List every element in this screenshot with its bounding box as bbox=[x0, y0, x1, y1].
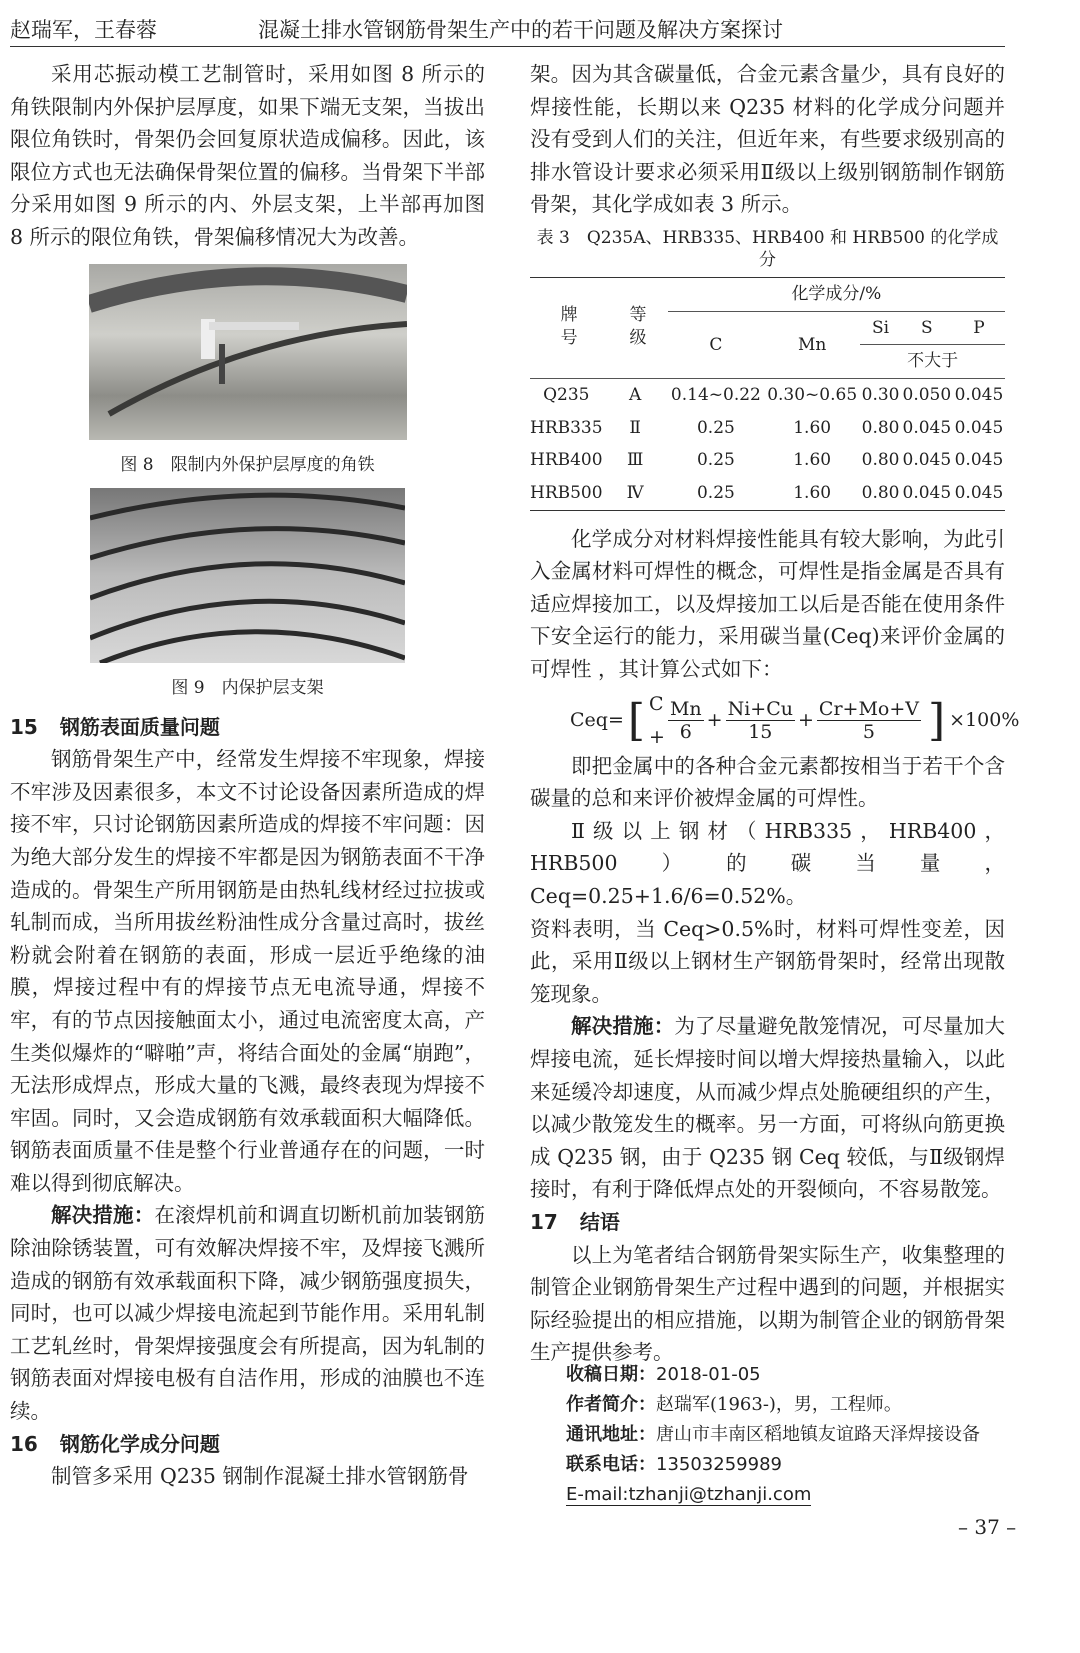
figure-8-graphic bbox=[89, 264, 407, 440]
header-max: 不大于 bbox=[860, 345, 1005, 379]
header-title: 混凝土排水管钢筋骨架生产中的若干问题及解决方案探讨 bbox=[258, 18, 783, 42]
email-link[interactable]: E-mail:tzhanji@tzhanji.com bbox=[566, 1484, 812, 1505]
paragraph: 采用芯振动模工艺制管时，采用如图 8 所示的角铁限制内外保护层厚度，如果下端无支架，当拔出限位角铁时，骨架仍会回复原状造成偏移。因此，该限位方式也无法确保骨架位置的偏移。当骨架下半部分采用如图 9 所示的内、外层支架，上半部再加图 8 所示的限位角铁，骨架偏移情况大为改善。 bbox=[10, 62, 485, 249]
paragraph bbox=[10, 1199, 485, 1427]
article-info bbox=[566, 1360, 980, 1510]
ceq-formula bbox=[570, 693, 1020, 748]
table-cell: 0.30 bbox=[861, 385, 900, 405]
table-cell: 0.045 bbox=[954, 417, 1004, 438]
figure-9-caption: 图 9 内保护层支架 bbox=[171, 677, 324, 698]
chemical-composition-table bbox=[530, 277, 1005, 511]
table-cell: 0.14~0.22 bbox=[670, 385, 761, 406]
table-cell: 0.045 bbox=[954, 483, 1004, 504]
table-cell: 0.045 bbox=[954, 385, 1004, 405]
denominator: 15 bbox=[748, 721, 773, 744]
section-17-heading bbox=[530, 1206, 1005, 1239]
paragraph: 钢筋骨架生产中，经常发生焊接不牢现象，焊接不牢涉及因素很多，本文不讨论设备因素所造成的焊接不牢，只讨论钢筋因素所造成的焊接不牢问题：因为绝大部分发生的焊接不牢都是因为钢筋表面不干净造成的。骨架生产所用钢筋是由热轧线材经过拉拔或轧制而成，当所用拔丝粉油性成分含量过高时，拔丝粉就会附着在钢筋的表面，形成一层近乎绝缘的油膜，焊接过程中有的焊接节点无电流导通，焊接不牢，有的节点因接触面太小，通过电流密度太高，产生类似爆炸的“噼啪”声，将结合面处的金属“崩跑”，无法形成焊点，形成大量的飞溅，最终表现为焊接不牢固。同时，又会造成钢筋有效承载面积大幅降低。钢筋表面质量不佳是整个行业普通存在的问题，一时难以得到彻底解决。 bbox=[10, 747, 485, 1195]
section-title: 钢筋化学成分问题 bbox=[59, 1431, 220, 1456]
table-cell: HRB500 bbox=[530, 483, 603, 504]
plus: + bbox=[798, 709, 814, 732]
solution-label: 解决措施： bbox=[51, 1203, 155, 1228]
figure-8-photo bbox=[89, 264, 407, 440]
received-label: 收稿日期： bbox=[566, 1364, 656, 1385]
table-cell: Ⅳ bbox=[626, 483, 644, 504]
header-s: S bbox=[901, 311, 953, 345]
address-label: 通讯地址： bbox=[566, 1424, 656, 1445]
author-label: 作者简介： bbox=[566, 1394, 656, 1415]
header-authors: 赵瑞军，王春蓉 bbox=[10, 18, 157, 42]
numerator: Mn bbox=[669, 698, 702, 721]
table-row bbox=[530, 444, 1005, 477]
page-number: – 37 – bbox=[958, 1515, 1017, 1539]
right-column bbox=[530, 58, 1020, 1369]
header-p: P bbox=[953, 311, 1005, 345]
solution-text: 为了尽量避免散笼情况，可尽量加大焊接电流，延长焊接时间以增大焊接热量输入，以此来延缓冷却速度，从而减少焊点处脆硬组织的产生，以减少散笼发生的概率。另一方面，可将纵向筋更换成 Q235 钢，由于 Q235 钢 Ceq 较低，与Ⅱ级钢焊接时，有利于降低焊点处的开裂倾向，不容易散笼。 bbox=[530, 1014, 1005, 1202]
plus: + bbox=[706, 709, 723, 732]
table-cell: 1.60 bbox=[793, 450, 832, 471]
section-15-heading bbox=[10, 711, 485, 744]
table-cell: 0.80 bbox=[861, 483, 900, 504]
section-16-heading bbox=[10, 1428, 485, 1461]
header-c: C bbox=[709, 334, 723, 355]
table-cell: 0.045 bbox=[902, 450, 952, 471]
table-cell: Ⅱ bbox=[629, 417, 641, 438]
paragraph: Ⅱ级以上钢材（HRB335，HRB400，HRB500）的碳当量，Ceq=0.25+1.6/6=0.52%。 bbox=[530, 818, 1005, 908]
formula-term: C + bbox=[649, 693, 665, 748]
table-row bbox=[530, 379, 1005, 412]
table-cell: Q235 bbox=[543, 385, 590, 406]
paragraph: 以上为笔者结合钢筋骨架实际生产，收集整理的制管企业钢筋骨架生产过程中遇到的问题，并根据实际经验提出的相应措施，以期为制管企业的钢筋骨架生产提供参考。 bbox=[530, 1242, 1005, 1365]
header-mn: Mn bbox=[797, 334, 827, 355]
table-cell: 0.25 bbox=[696, 417, 735, 438]
solution-text: 在滚焊机前和调直切断机前加装钢筋除油除锈装置，可有效解决焊接不牢，及焊接飞溅所造成的钢筋有效承载面积下降，减少钢筋强度损失，同时，也可以减少焊接电流起到节能作用。采用轧制工艺轧丝时，骨架焊接强度会有所提高，因为轧制的钢筋表面对焊接电极有自洁作用，形成的油膜也不连续。 bbox=[10, 1203, 485, 1424]
author-bio: 赵瑞军(1963-)，男，工程师。 bbox=[656, 1394, 902, 1415]
paragraph bbox=[530, 1010, 1005, 1206]
paragraph: 即把金属中的各种合金元素都按相当于若干个含碳量的总和来评价被焊金属的可焊性。 bbox=[530, 753, 1005, 811]
fraction bbox=[668, 698, 704, 743]
header-si: Si bbox=[860, 311, 901, 345]
paragraph: 制管多采用 Q235 钢制作混凝土排水管钢筋骨 bbox=[51, 1464, 469, 1489]
table-cell: HRB335 bbox=[530, 417, 603, 438]
denominator: 6 bbox=[679, 721, 692, 744]
table-caption: 表 3 Q235A、HRB335、HRB400 和 HRB500 的化学成分 bbox=[536, 227, 999, 270]
table-cell: 0.25 bbox=[696, 483, 735, 504]
formula-lhs: Ceq= bbox=[570, 709, 624, 732]
denominator: 5 bbox=[862, 721, 875, 744]
header-chem: 化学成分/% bbox=[668, 277, 1005, 311]
table-cell: 0.80 bbox=[861, 417, 900, 438]
solution-label: 解决措施： bbox=[571, 1014, 675, 1039]
phone-label: 联系电话： bbox=[566, 1454, 656, 1475]
fraction bbox=[726, 698, 795, 743]
table-cell: 0.25 bbox=[696, 450, 735, 471]
figure-9-graphic bbox=[90, 488, 405, 663]
table-cell: A bbox=[629, 385, 642, 406]
bracket-left: [ bbox=[627, 694, 646, 746]
phone: 13503259989 bbox=[656, 1454, 782, 1475]
section-number: 17 bbox=[530, 1209, 558, 1234]
section-title: 钢筋表面质量问题 bbox=[59, 714, 220, 739]
running-header bbox=[10, 12, 1005, 47]
left-column bbox=[10, 58, 485, 1493]
paragraph: 资料表明，当 Ceq>0.5%时，材料可焊性变差，因此，采用Ⅱ级以上钢材生产钢筋骨架时，经常出现散笼现象。 bbox=[530, 916, 1005, 1006]
table-row bbox=[530, 412, 1005, 445]
bracket-right: ] bbox=[928, 694, 946, 746]
table-cell: HRB400 bbox=[530, 450, 603, 471]
numerator: Cr+Mo+V bbox=[818, 698, 919, 721]
numerator: Ni+Cu bbox=[727, 698, 793, 721]
section-number: 16 bbox=[10, 1431, 38, 1456]
section-title: 结语 bbox=[579, 1209, 620, 1234]
received-date: 2018-01-05 bbox=[656, 1364, 761, 1385]
table-row bbox=[530, 477, 1005, 510]
fraction bbox=[817, 698, 921, 743]
table-cell: 0.050 bbox=[902, 385, 952, 405]
table-cell: Ⅲ bbox=[626, 450, 644, 471]
table-cell: 0.045 bbox=[954, 450, 1004, 471]
address: 唐山市丰南区稻地镇友谊路天泽焊接设备 bbox=[656, 1424, 980, 1445]
header-brand: 牌号 bbox=[556, 305, 577, 352]
paragraph: 架。因为其含碳量低，合金元素含量少，具有良好的焊接性能，长期以来 Q235 材料的化学成分问题并没有受到人们的关注，但近年来，有些要求级别高的排水管设计要求必须采用Ⅱ级以上级别钢筋制作钢筋骨架，其化学成如表 3 所示。 bbox=[530, 62, 1005, 217]
section-number: 15 bbox=[10, 714, 38, 739]
table-cell: 1.60 bbox=[793, 483, 832, 504]
formula-tail: ×100% bbox=[949, 709, 1020, 732]
table-cell: 0.80 bbox=[861, 450, 900, 471]
header-grade: 等级 bbox=[625, 305, 646, 352]
table-cell: 1.60 bbox=[793, 417, 832, 438]
table-cell: 0.045 bbox=[902, 483, 952, 504]
figure-8-caption: 图 8 限制内外保护层厚度的角铁 bbox=[120, 454, 375, 475]
table-cell: 0.30~0.65 bbox=[767, 385, 858, 406]
table-cell: 0.045 bbox=[902, 417, 952, 438]
paragraph: 化学成分对材料焊接性能具有较大影响，为此引入金属材料可焊性的概念，可焊性是指金属是否具有适应焊接加工，以及焊接加工以后是否能在使用条件下安全运行的能力，采用碳当量(Ceq)来评价金属的可焊性 ，其计算公式如下： bbox=[530, 526, 1005, 681]
figure-9-photo bbox=[90, 488, 405, 663]
